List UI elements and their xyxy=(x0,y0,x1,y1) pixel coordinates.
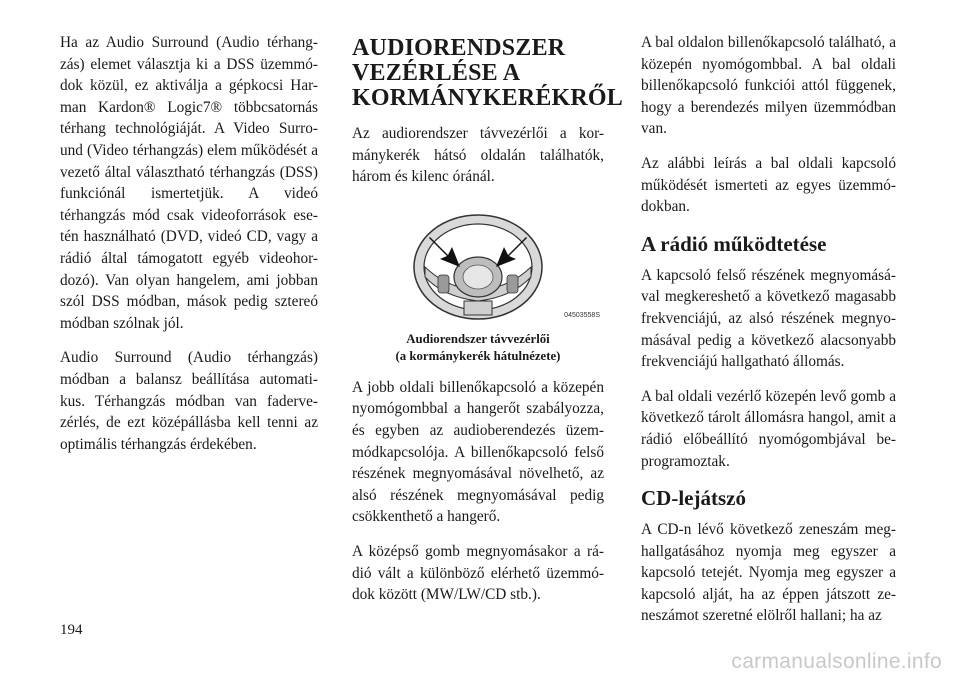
subheading-radio: A rádió működtetése xyxy=(641,231,827,256)
steering-wheel-illustration xyxy=(352,205,604,323)
figure-caption xyxy=(352,331,604,365)
paragraph-remote-location: Az audiorendszer távvezérlői a kor-mánykerék hátsó oldalán találhatók, három és kilenc óránál. xyxy=(352,125,604,186)
watermark: carmanualsonline.info xyxy=(731,650,942,673)
column-left xyxy=(60,32,318,468)
caption-line-1: Audiorendszer távvezérlői xyxy=(406,331,550,346)
page-number: 194 xyxy=(60,622,83,638)
subheading-cd-player: CD-lejátszó xyxy=(641,486,746,511)
paragraph-description-intro: Az alábbi leírás a bal oldali kapcsoló működését ismerteti az egyes üzemmó-dokban. xyxy=(641,154,896,216)
paragraph-cd-track: A CD-n lévő következő zeneszám meg-hallgatásához nyomja meg egyszer a kapcsoló tetejét. Nyomja meg egyszer a kapcsoló alját, ha az éppen játszott ze-neszámot szeretné elölről hallani; ha az xyxy=(641,521,896,625)
figure-code: 04503558S xyxy=(564,311,600,319)
paragraph-balance: Audio Surround (Audio térhangzás) módban a balansz beállítása automati-kus. Térhangzás módban van faderve-zérlés, de ezt középállásba kell tenni az optimális térhangzás érdekében. xyxy=(60,349,318,453)
paragraph-audio-surround: Ha az Audio Surround (Audio térhang-zás) elemet választja ki a DSS üzemmó-dok közül, ez aktiválja a gépkocsi Har-man Kardon® Logic7® többcsatornás térhang technológiáját. A Video Surro-und (Video térhangzás) elem működését a vezető által választható térhangzás (DSS) funkciónál ismertetjük. A videó térhangzás mód csak videoforrások ese-tén használható (DVD, videó CD, vagy a rádió által támogatott egyéb videohor-dozó). Van olyan hangelem, ami jobban szól DSS módban, mások pedig sztereó módban szólnak jól. xyxy=(60,34,318,332)
paragraph-center-button: A középső gomb megnyomásakor a rá-dió vált a különböző elérhető üzemmó-dok között (MW/LW/CD stb.). xyxy=(352,542,604,604)
column-middle xyxy=(352,32,624,619)
paragraph-right-switch: A jobb oldali billenőkapcsoló a közepén nyomógombbal a hangerőt szabályozza, és egyben az audioberendezés üzem-módkapcsolója. A billenőkapcsoló felső részének megnyomásával növelhető, az alsó részének megnyomásával pedig csökkenthető a hangerő. xyxy=(352,378,604,526)
caption-line-2: (a kormánykerék hátulnézete) xyxy=(395,348,561,363)
column-right xyxy=(641,32,896,640)
paragraph-radio-seek: A kapcsoló felső részének megnyomásá-val megkereshető a következő magasabb frekvenciájú, az alsó részének megnyo-másával pedig a következő alacsonyabb frekvenciájú hallgatható állomás. xyxy=(641,266,896,371)
section-heading-steering-wheel-audio: AUDIORENDSZER VEZÉRLÉSE A KORMÁNYKERÉKRŐL xyxy=(352,35,624,111)
paragraph-radio-preset: A bal oldali vezérlő közepén levő gomb a következő tárolt állomásra hangol, amit a rádió előbeállító nyomógombjával be-programoztak. xyxy=(641,387,896,470)
steering-wheel-figure xyxy=(352,205,604,323)
paragraph-left-switch: A bal oldalon billenőkapcsoló található, a közepén nyomógombbal. A bal oldali billenőkapcsoló funkciói attól függenek, hogy a berendezés milyen üzemmódban van. xyxy=(641,34,896,138)
